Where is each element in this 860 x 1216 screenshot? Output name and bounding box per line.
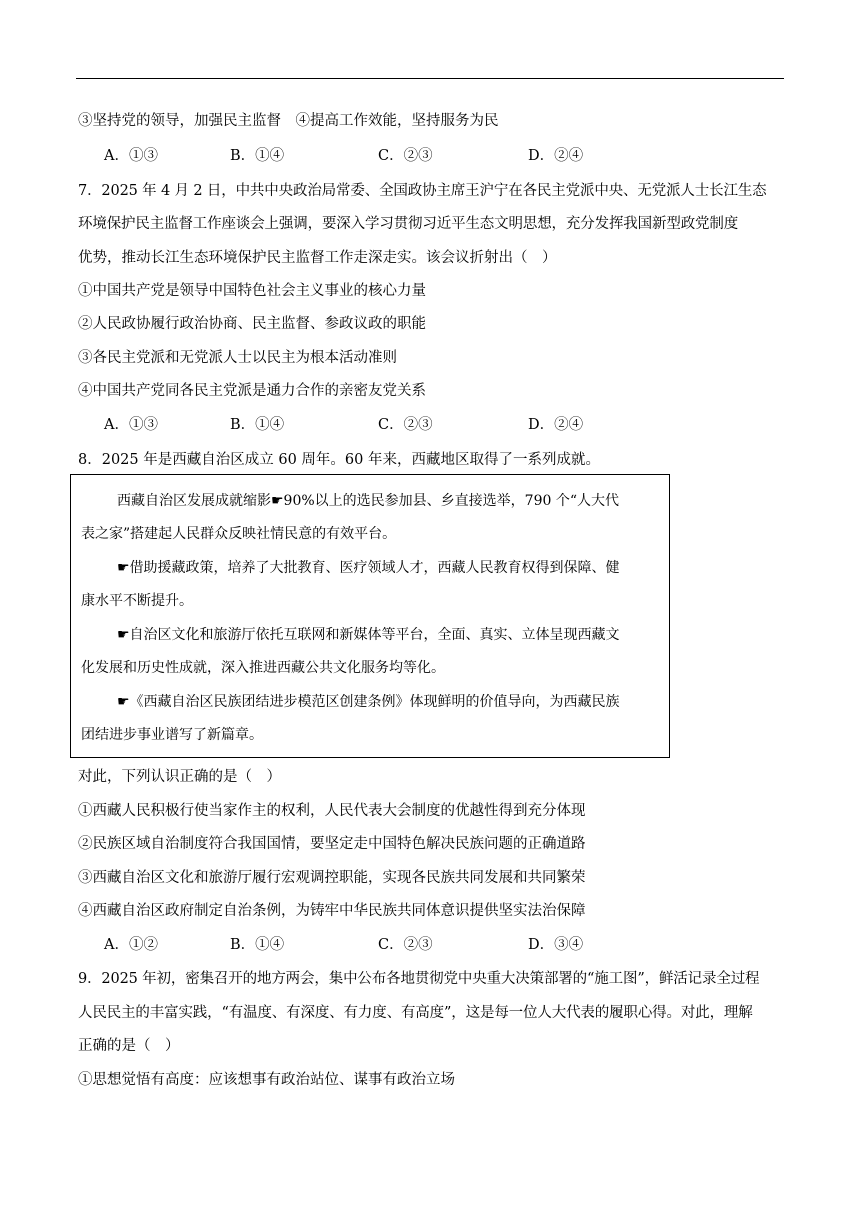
- box-line: 化发展和历史性成就，深入推进西藏公共文化服务均等化。: [81, 660, 445, 676]
- q8-item: ①西藏人民积极行使当家作主的权利，人民代表大会制度的优越性得到充分体现: [78, 803, 586, 819]
- box-line: 西藏自治区发展成就缩影☛90%以上的选民参加县、乡直接选举，790 个“人大代: [117, 493, 619, 509]
- q8-item: ③西藏自治区文化和旅游厅履行宏观调控职能，实现各民族共同发展和共同繁荣: [78, 870, 586, 886]
- q7-item: ①中国共产党是领导中国特色社会主义事业的核心力量: [78, 283, 426, 299]
- q9-stem-line: 9．2025 年初，密集召开的地方两会，集中公布各地贯彻党中央重大决策部署的“施工图”，鲜活记录全过程: [78, 971, 760, 987]
- box-line: 表之家”搭建起人民群众反映社情民意的有效平台。: [81, 526, 397, 542]
- q7-stem-line: 7．2025 年 4 月 2 日，中共中央政治局常委、全国政协主席王沪宁在各民主党派中央、无党派人士长江生态: [78, 183, 767, 199]
- option-c: C．②③: [378, 937, 433, 953]
- option-c: C．②③: [378, 417, 433, 433]
- q9-stem-line: 正确的是（ ）: [78, 1038, 180, 1054]
- box-line: ☛《西藏自治区民族团结进步模范区创建条例》体现鲜明的价值导向，为西藏民族: [117, 694, 620, 710]
- q9-item: ①思想觉悟有高度：应该想事有政治站位、谋事有政治立场: [78, 1072, 455, 1088]
- q8-item: ④西藏自治区政府制定自治条例，为铸牢中华民族共同体意识提供坚实法治保障: [78, 903, 586, 919]
- option-d: D．②④: [528, 148, 584, 164]
- option-d: D．②④: [528, 417, 584, 433]
- option-a: A．①②: [104, 937, 158, 953]
- item-line: ③坚持党的领导，加强民主监督 ④提高工作效能，坚持服务为民: [78, 113, 499, 129]
- option-b: B．①④: [230, 148, 285, 164]
- option-a: A．①③: [104, 417, 158, 433]
- header-rule: [76, 78, 784, 79]
- q7-stem-line: 环境保护民主监督工作座谈会上强调，要深入学习贯彻习近平生态文明思想，充分发挥我国新型政党制度: [78, 216, 739, 232]
- q8-stem: 8．2025 年是西藏自治区成立 60 周年。60 年来，西藏地区取得了一系列成就。: [78, 452, 600, 468]
- option-d: D．③④: [528, 937, 584, 953]
- material-box: [70, 474, 670, 758]
- q8-question: 对此，下列认识正确的是（ ）: [78, 769, 281, 785]
- q7-item: ③各民主党派和无党派人士以民主为根本活动准则: [78, 350, 397, 366]
- q7-item: ②人民政协履行政治协商、民主监督、参政议政的职能: [78, 316, 426, 332]
- q9-stem-line: 人民民主的丰富实践，“有温度、有深度、有力度、有高度”，这是每一位人大代表的履职心得。对此，理解: [78, 1005, 753, 1021]
- box-line: 团结进步事业谱写了新篇章。: [81, 727, 263, 743]
- option-a: A．①③: [104, 148, 158, 164]
- box-line: 康水平不断提升。: [81, 593, 193, 609]
- box-line: ☛自治区文化和旅游厅依托互联网和新媒体等平台，全面、真实、立体呈现西藏文: [117, 627, 620, 643]
- option-b: B．①④: [230, 417, 285, 433]
- box-line: ☛借助援藏政策，培养了大批教育、医疗领域人才，西藏人民教育权得到保障、健: [117, 560, 620, 576]
- q7-item: ④中国共产党同各民主党派是通力合作的亲密友党关系: [78, 383, 426, 399]
- q8-item: ②民族区域自治制度符合我国国情，要坚定走中国特色解决民族问题的正确道路: [78, 836, 586, 852]
- option-c: C．②③: [378, 148, 433, 164]
- option-b: B．①④: [230, 937, 285, 953]
- q7-stem-line: 优势，推动长江生态环境保护民主监督工作走深走实。该会议折射出（ ）: [78, 250, 557, 266]
